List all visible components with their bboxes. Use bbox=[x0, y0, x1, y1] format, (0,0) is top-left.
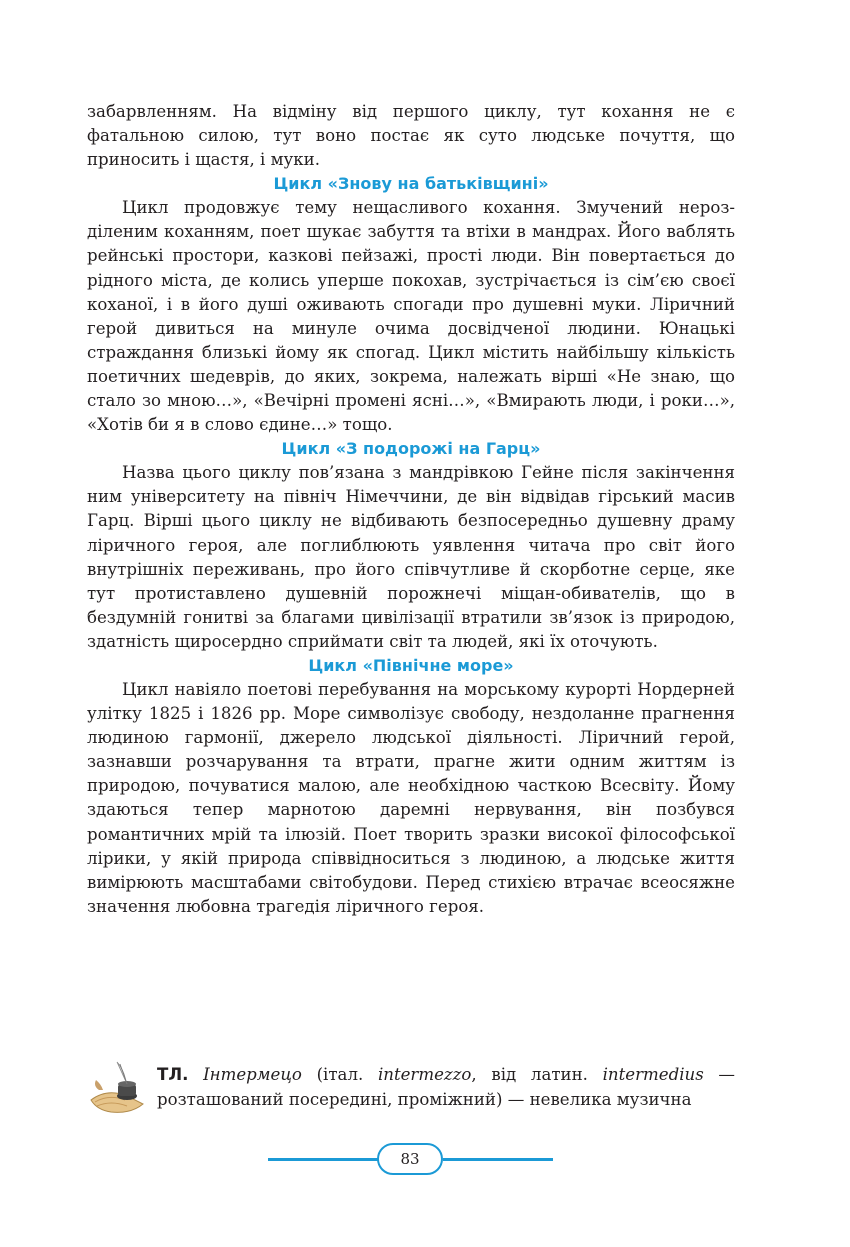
intro-paragraph: забарвленням. На відміну від першого циклу, тут кохання не є фатальною силою, тут воно постає як суто людське почуття, що приносить і щастя, і муки. bbox=[87, 102, 735, 170]
literary-theory-text bbox=[157, 1062, 735, 1112]
tl-term: Інтермецо bbox=[203, 1065, 302, 1084]
tl-part2: , від латин. bbox=[471, 1065, 603, 1084]
tl-italic-intermezzo: intermezzo bbox=[377, 1065, 472, 1084]
inkwell-quill-scroll-icon bbox=[87, 1060, 149, 1118]
literary-theory-note bbox=[87, 1060, 735, 1120]
section-text-znovu: Цикл продовжує тему нещасливого кохання. Змучений нерозділеним коханням, поет шукає забуття та втіхи в мандрах. Його ваблять рейнські простори, казкові пейзажі, прості люди. Він повертається до рідного міста, де колись уперше покохав, зустрічається із сім’єю своєї коханої, і в його душі оживають спогади про душевні муки. Ліричний герой дивиться на минуле очима досвідченої людини. Юнацькі страждання близькі йому як спогад. Цикл містить найбільшу кількість поетичних шедеврів, до яких, зокрема, належать вірші «Не знаю, що стало зо мною…», «Вечірні промені ясні…», «Вмирають люди, і роки…», «Хотів би я в слово єдине…» тощо. bbox=[87, 198, 735, 435]
tl-label: ТЛ. bbox=[157, 1065, 189, 1084]
tl-italic-intermedius: intermedius bbox=[602, 1065, 704, 1084]
tl-part1: (італ. bbox=[301, 1065, 378, 1084]
page-body bbox=[87, 100, 735, 919]
section-heading-znovu: Цикл «Знову на батьківщині» bbox=[273, 174, 549, 194]
footer-rule-right bbox=[443, 1158, 553, 1161]
section-text-harz: Назва цього циклу пов’язана з мандрівкою Гейне після закінчення ним університету на північ Німеччини, де він відвідав гірський масив Гарц. Вірші цього циклу не відбивають безпосередньо душевну драму ліричного героя, але поглиблюють уявлення читача про світ його внутрішніх переживань, про його співчутливе й скорботне серце, яке тут протиставлено душевній порожнечі міщан-обивателів, що в бездумній гонитві за благами цивілізації втратили зв’язок із природою, здатність щиросердно сприймати світ та людей, які їх оточують. bbox=[87, 463, 735, 651]
tl-part3: — розташований посередині, проміжний) — невелика музична bbox=[157, 1065, 735, 1109]
page-number: 83 bbox=[377, 1143, 443, 1175]
section-text-north-sea: Цикл навіяло поетові перебування на морському курорті Нордерней улітку 1825 і 1826 рр. Море символізує свободу, нездоланне прагнення людиною гармонії, джерело людської діяльності. Ліричний герой, зазнавши розчарування та втрати, прагне жити одним життям із природою, почуватися малою, але необхідною часткою Всесвіту. Йому здаються тепер марнотою даремні нервування, він позбувся романтичних мрій та ілюзій. Поет творить зразки високої філософської лірики, у якій природа співвідноситься з людиною, а людське життя вимірюють масштабами світобудови. Перед стихією втрачає всеосяжне значення любовна трагедія ліричного героя. bbox=[87, 679, 735, 916]
footer-rule-left bbox=[268, 1158, 378, 1161]
section-heading-north-sea: Цикл «Північне море» bbox=[308, 655, 514, 675]
section-heading-harz: Цикл «З подорожі на Гарц» bbox=[281, 439, 541, 459]
